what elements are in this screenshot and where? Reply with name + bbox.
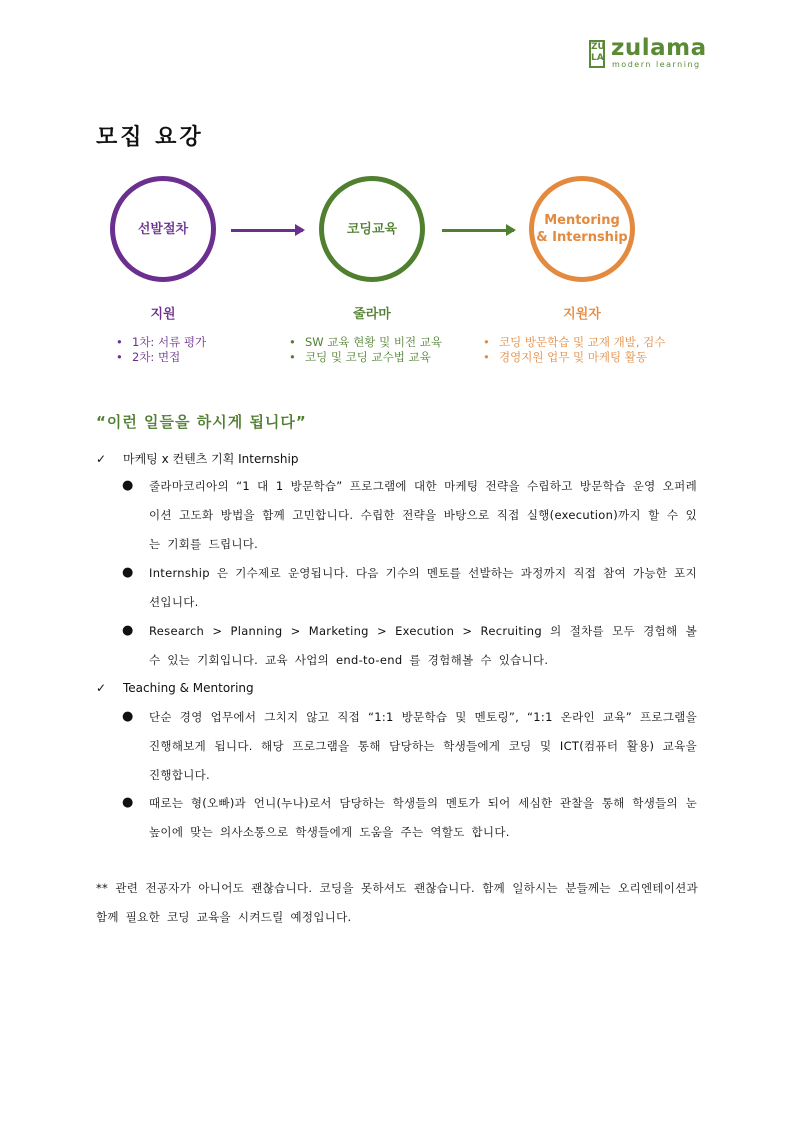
step-circle-mentoring-internship: Mentoring & Internship [529, 176, 635, 282]
list-item: • 1차: 서류 평가 [116, 335, 206, 350]
logo-mark-icon: ZU LA [589, 40, 605, 68]
paragraph: Research > Planning > Marketing > Execution > Recruiting 의 절차를 모두 경험해 볼 수 있는 기회입니다. 교육 사업의 end-to-end 를 경험해볼 수 있습니다. [149, 624, 697, 667]
bullet-icon: ● [122, 478, 134, 493]
section-heading: “이런 일들을 하시게 됩니다” [96, 413, 307, 431]
list-item: • 2차: 면접 [116, 350, 206, 365]
step-circle-coding-education: 코딩교육 [319, 176, 425, 282]
arrow-right-icon [442, 229, 514, 232]
selection-details-list [116, 335, 206, 365]
check-icon: ✓ [96, 681, 107, 695]
role-label-zulama: 줄라마 [353, 307, 391, 322]
list-item: • 코딩 방문학습 및 교재 개발, 검수 [483, 335, 665, 350]
check-icon: ✓ [96, 452, 107, 466]
bullet-icon: ● [122, 709, 134, 724]
section-title-marketing [96, 450, 298, 467]
list-item: • SW 교육 현황 및 비전 교육 [289, 335, 442, 350]
bullet-icon: ● [122, 623, 134, 638]
bullet-icon: ● [122, 565, 134, 580]
section-title-text: Teaching & Mentoring [123, 681, 254, 695]
list-item: • 경영지원 업무 및 마케팅 활동 [483, 350, 665, 365]
footnote: ** 관련 전공자가 아니어도 괜찮습니다. 코딩을 못하셔도 괜찮습니다. 함께 일하시는 분들께는 오리엔테이션과 함께 필요한 코딩 교육을 시켜드릴 예정입니다. [96, 881, 698, 924]
logo-wordmark: zulama [611, 35, 707, 61]
paragraph: 단순 경영 업무에서 그치지 않고 직접 “1:1 방문학습 및 멘토링”, “1:1 온라인 교육” 프로그램을 진행해보게 됩니다. 해당 프로그램을 통해 담당하는 학생들에게 코딩 및 ICT(컴퓨터 활용) 교육을 진행합니다. [149, 710, 697, 782]
logo-tagline: modern learning [612, 60, 701, 69]
section-title-text: 마케팅 x 컨텐츠 기획 Internship [123, 452, 299, 466]
education-details-list [289, 335, 442, 365]
arrow-right-icon [231, 229, 303, 232]
step-circle-selection: 선발절차 [110, 176, 216, 282]
paragraph: 줄라마코리아의 “1 대 1 방문학습” 프로그램에 대한 마케팅 전략을 수립하고 방문학습 운영 오퍼레이션 고도화 방법을 함께 고민합니다. 수립한 전략을 바탕으로 직접 실행(execution)까지 할 수 있는 기회를 드립니다. [149, 479, 697, 551]
paragraph: Internship 은 기수제로 운영됩니다. 다음 기수의 멘토를 선발하는 과정까지 직접 참여 가능한 포지션입니다. [149, 566, 697, 609]
paragraph: 때로는 형(오빠)과 언니(누나)로서 담당하는 학생들의 멘토가 되어 세심한 관찰을 통해 학생들의 눈높이에 맞는 의사소통으로 학생들에게 도움을 주는 역할도 합니다. [149, 796, 697, 839]
role-label-applicant-step: 지원 [150, 307, 176, 322]
zulama-logo [589, 35, 707, 72]
section-title-teaching [96, 681, 254, 695]
list-item: • 코딩 및 코딩 교수법 교육 [289, 350, 442, 365]
internship-details-list [483, 335, 665, 365]
page-title: 모집 요강 [96, 125, 204, 150]
role-label-applicant: 지원자 [563, 307, 601, 322]
bullet-icon: ● [122, 795, 134, 810]
